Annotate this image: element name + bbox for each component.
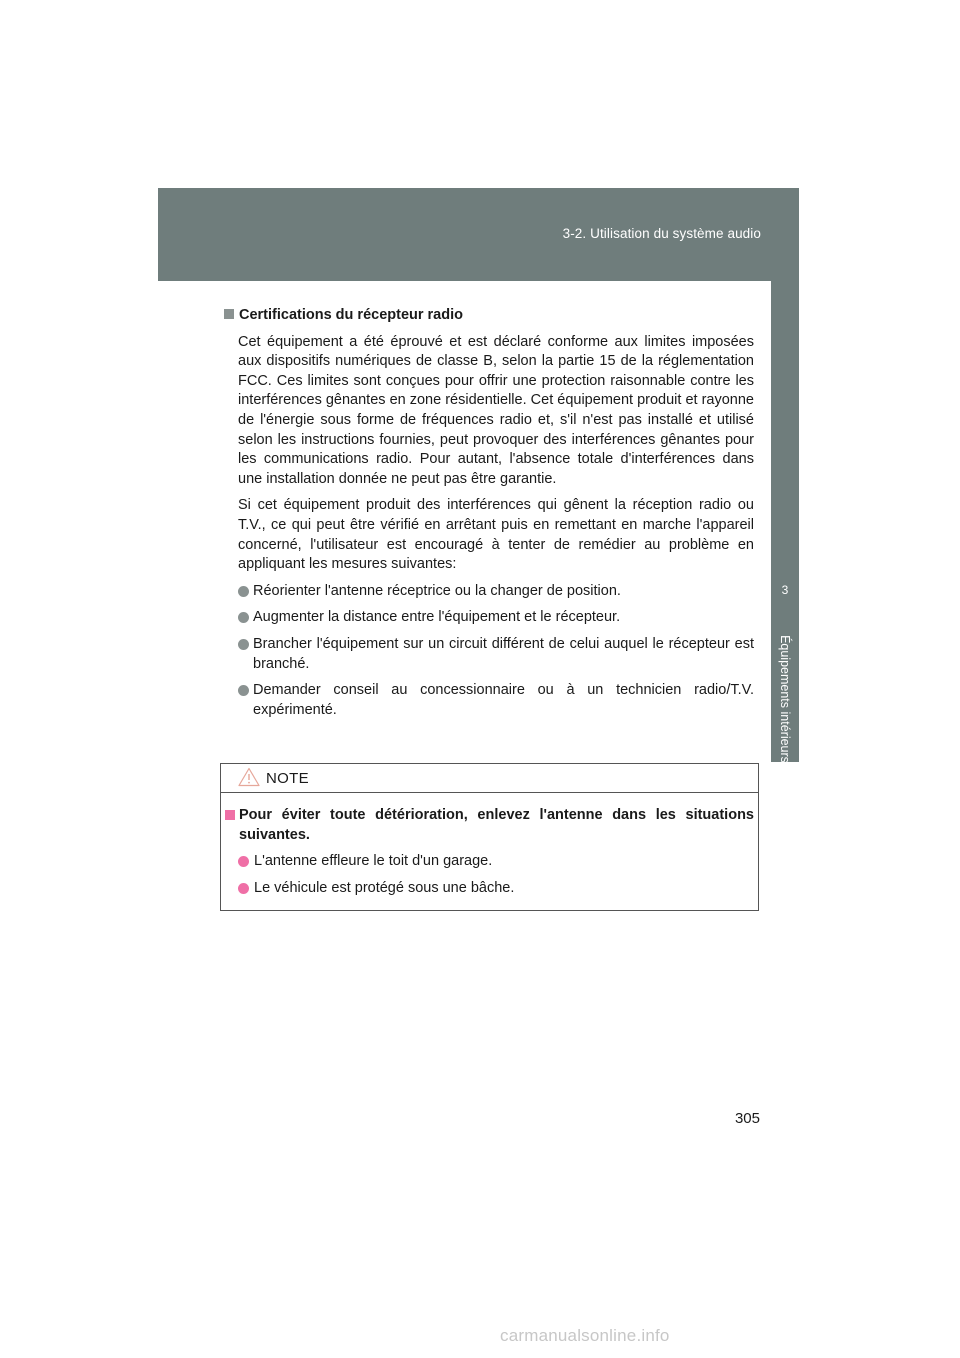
pink-bullet-icon [238, 883, 249, 894]
warning-triangle-icon [238, 767, 260, 787]
main-content [224, 306, 754, 727]
section-heading-text: Certifications du récepteur radio [239, 307, 463, 323]
chapter-number: 3 [781, 583, 789, 597]
list-item [238, 879, 754, 899]
list-item-text: Brancher l'équipement sur un circuit différent de celui auquel le récepteur est branché. [253, 635, 754, 672]
note-heading-text: Pour éviter toute détérioration, enlevez l'antenne dans les situations suivantes. [239, 807, 754, 843]
list-item [238, 852, 754, 872]
watermark: carmanualsonline.info [500, 1326, 670, 1345]
round-bullet-icon [238, 586, 249, 597]
square-bullet-icon [224, 309, 234, 319]
section-heading [224, 306, 754, 326]
chapter-label: Équipements intérieurs [778, 635, 792, 763]
list-item [238, 582, 754, 602]
list-item-text: Réorienter l'antenne réceptrice ou la changer de position. [253, 582, 621, 599]
paragraph-interference: Si cet équipement produit des interférences qui gênent la réception radio ou T.V., ce qui peut être vérifié en arrêtant puis en remettant en marche l'appareil concerné, l'utilisateur est encouragé à tenter de remédier au problème en appliquant les mesures suivantes: [238, 497, 754, 573]
chapter-tab [771, 281, 799, 762]
pink-square-icon [225, 810, 235, 820]
note-box [220, 763, 759, 911]
note-body [224, 806, 754, 905]
section-title: 3-2. Utilisation du système audio [562, 226, 761, 241]
round-bullet-icon [238, 612, 249, 623]
pink-bullet-icon [238, 856, 249, 867]
page-number: 305 [734, 1110, 760, 1127]
list-item [238, 681, 754, 720]
note-heading [224, 806, 754, 845]
round-bullet-icon [238, 685, 249, 696]
list-item-text: Le véhicule est protégé sous une bâche. [254, 879, 515, 896]
note-header [221, 764, 758, 793]
list-item-text: Augmenter la distance entre l'équipement et le récepteur. [253, 609, 621, 626]
list-item-text: Demander conseil au concessionnaire ou à un technicien radio/T.V. expérimenté. [253, 682, 754, 718]
note-title: NOTE [266, 770, 309, 787]
paragraph-fcc: Cet équipement a été éprouvé et est déclaré conforme aux limites imposées aux dispositifs numériques de classe B, selon la partie 15 de la réglementation FCC. Ces limites sont conçues pour offrir une protection raisonnable contre les interférences gênantes en zone résidentielle. Cet équipement produit et rayonne de l'énergie sous forme de fréquences radio et, s'il n'est pas installé et utilisé selon les instructions fournies, peut provoquer des interférences gênantes pour les communications radio. Pour autant, l'absence totale d'interférences dans une installation donnée ne peut pas être garantie. [238, 333, 754, 487]
list-item-text: L'antenne effleure le toit d'un garage. [254, 853, 493, 870]
list-item [238, 635, 754, 674]
header-band [158, 188, 799, 281]
round-bullet-icon [238, 639, 249, 650]
list-item [238, 608, 754, 628]
